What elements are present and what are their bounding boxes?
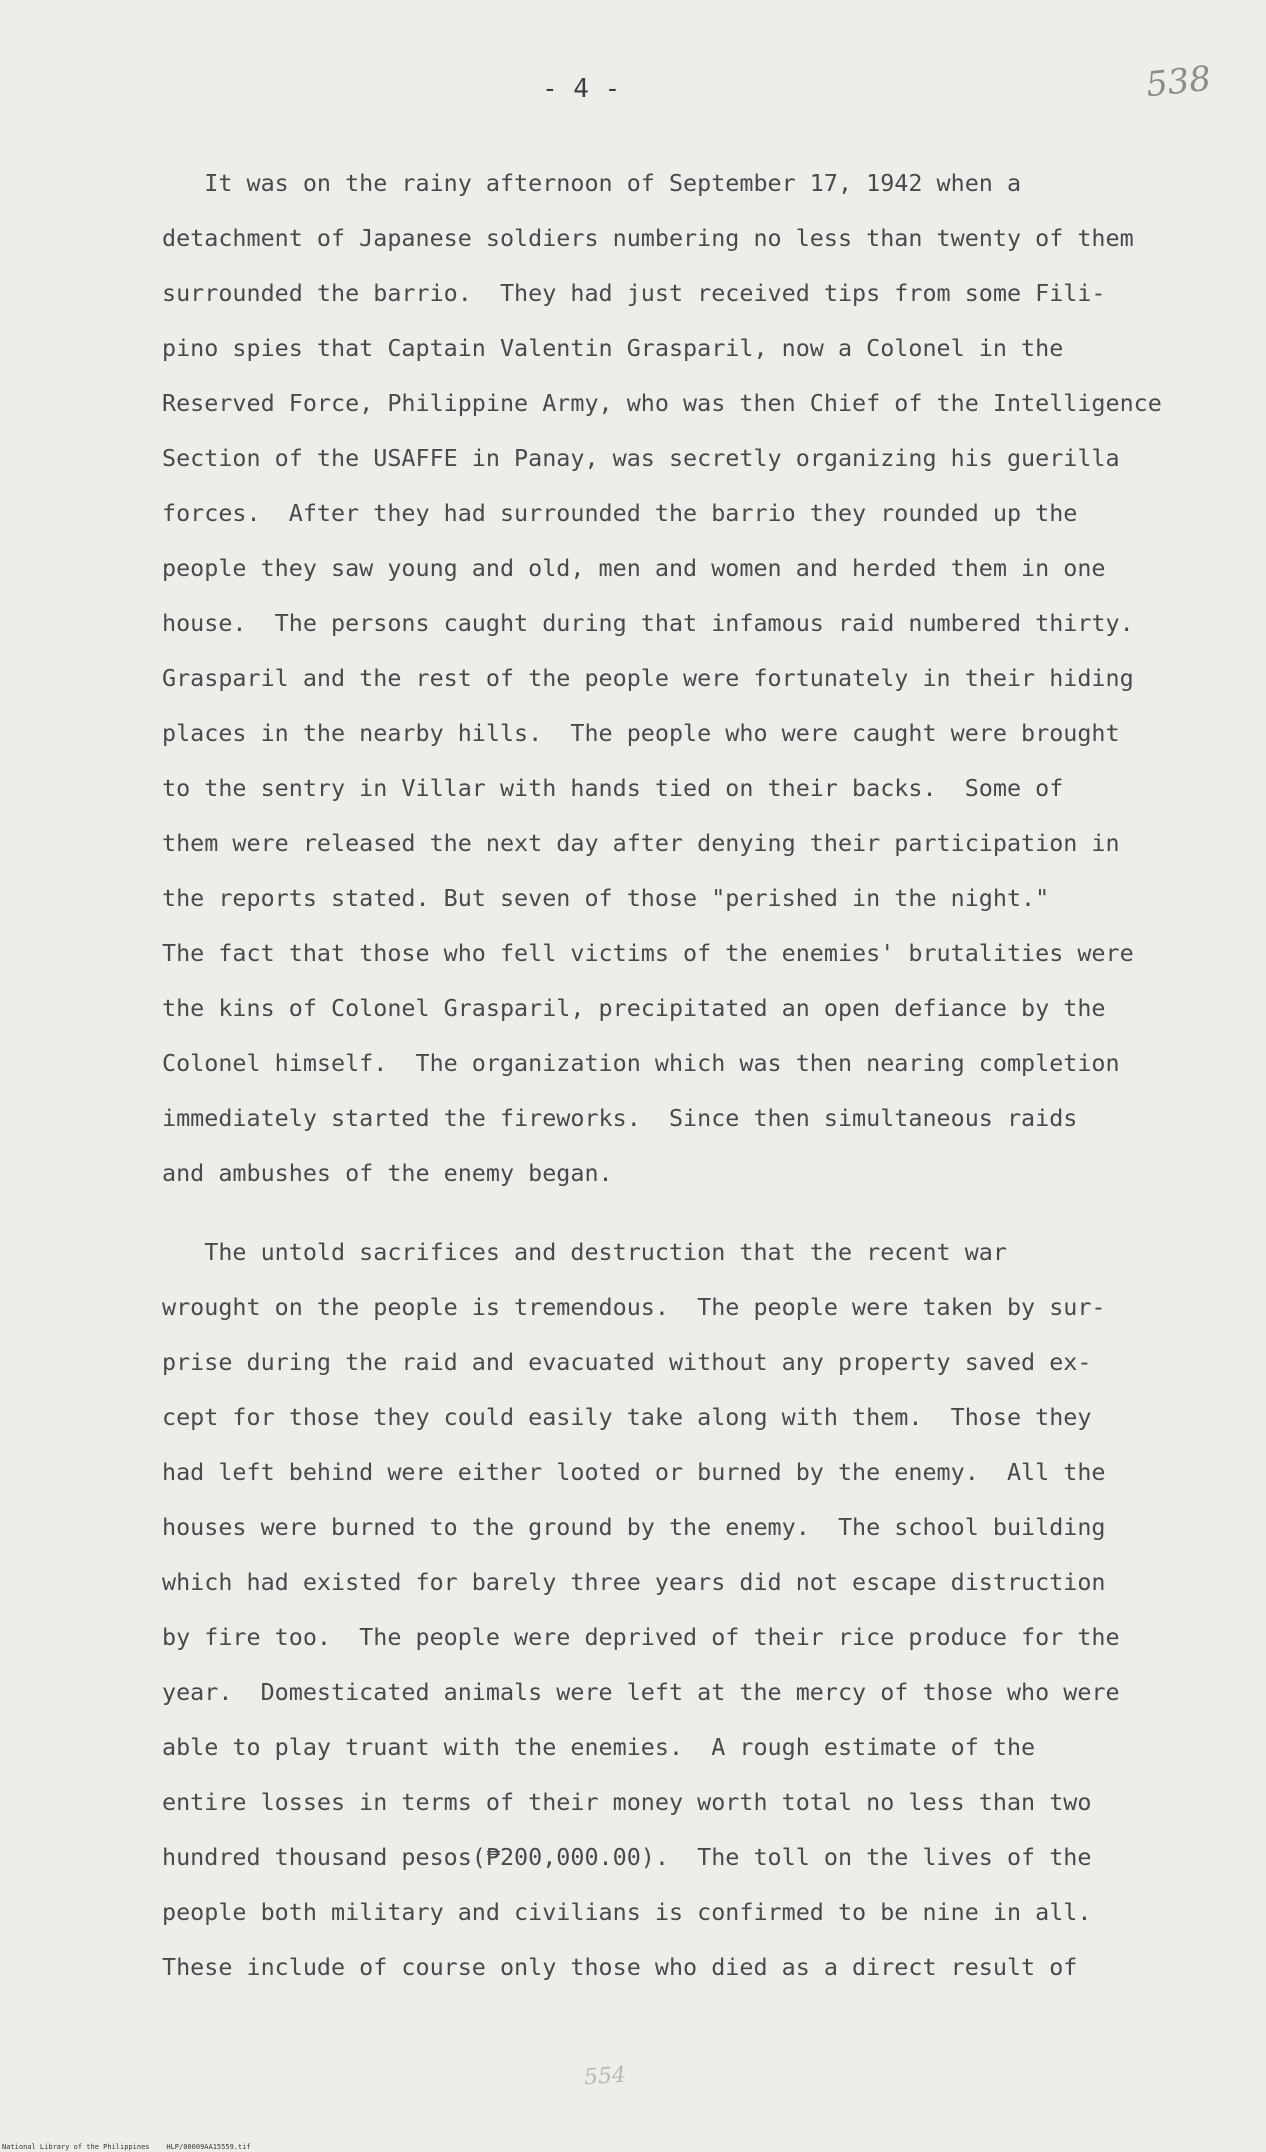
body-text xyxy=(162,156,1162,1995)
text-line: detachment of Japanese soldiers numbering no less than twenty of them xyxy=(162,224,1134,252)
text-line: Colonel himself. The organization which was then nearing completion xyxy=(162,1049,1120,1077)
text-line: people they saw young and old, men and women and herded them in one xyxy=(162,554,1106,582)
text-line: people both military and civilians is confirmed to be nine in all. xyxy=(162,1898,1092,1926)
text-line: surrounded the barrio. They had just received tips from some Fili- xyxy=(162,279,1106,307)
page-number: - 4 - xyxy=(542,74,621,104)
text-line: the reports stated. But seven of those "perished in the night." xyxy=(162,884,1050,912)
text-line: prise during the raid and evacuated without any property saved ex- xyxy=(162,1348,1092,1376)
text-line: by fire too. The people were deprived of their rice produce for the xyxy=(162,1623,1120,1651)
paragraph xyxy=(162,1225,1162,1995)
text-line: houses were burned to the ground by the enemy. The school building xyxy=(162,1513,1106,1541)
text-line: pino spies that Captain Valentin Grasparil, now a Colonel in the xyxy=(162,334,1064,362)
text-line: hundred thousand pesos(₱200,000.00). The toll on the lives of the xyxy=(162,1843,1092,1871)
text-line: Reserved Force, Philippine Army, who was then Chief of the Intelligence xyxy=(162,389,1162,417)
text-line: entire losses in terms of their money worth total no less than two xyxy=(162,1788,1092,1816)
text-line: which had existed for barely three years did not escape distruction xyxy=(162,1568,1106,1596)
text-line: them were released the next day after denying their participation in xyxy=(162,829,1120,857)
text-line: The fact that those who fell victims of the enemies' brutalities were xyxy=(162,939,1134,967)
text-line: Grasparil and the rest of the people were fortunately in their hiding xyxy=(162,664,1134,692)
text-line: wrought on the people is tremendous. The people were taken by sur- xyxy=(162,1293,1106,1321)
text-line: The untold sacrifices and destruction that the recent war xyxy=(162,1238,1007,1266)
text-line: year. Domesticated animals were left at the mercy of those who were xyxy=(162,1678,1120,1706)
handwritten-page-number-bottom: 554 xyxy=(583,2062,627,2091)
text-line: the kins of Colonel Grasparil, precipitated an open defiance by the xyxy=(162,994,1106,1022)
text-line: forces. After they had surrounded the barrio they rounded up the xyxy=(162,499,1078,527)
text-line: house. The persons caught during that infamous raid numbered thirty. xyxy=(162,609,1134,637)
handwritten-page-number-top: 538 xyxy=(1144,58,1213,106)
paragraph xyxy=(162,156,1162,1201)
text-line: Section of the USAFFE in Panay, was secretly organizing his guerilla xyxy=(162,444,1120,472)
text-line: able to play truant with the enemies. A rough estimate of the xyxy=(162,1733,1036,1761)
text-line: These include of course only those who died as a direct result of xyxy=(162,1953,1078,1981)
archive-footer: National Library of the Philippines HLP/00009AA15559.tif xyxy=(2,2143,251,2151)
text-line: cept for those they could easily take along with them. Those they xyxy=(162,1403,1092,1431)
text-line: immediately started the fireworks. Since then simultaneous raids xyxy=(162,1104,1078,1132)
text-line: and ambushes of the enemy began. xyxy=(162,1159,613,1187)
text-line: had left behind were either looted or burned by the enemy. All the xyxy=(162,1458,1106,1486)
paragraph-gap xyxy=(162,1201,1162,1225)
text-line: places in the nearby hills. The people who were caught were brought xyxy=(162,719,1120,747)
text-line: to the sentry in Villar with hands tied on their backs. Some of xyxy=(162,774,1064,802)
text-line: It was on the rainy afternoon of September 17, 1942 when a xyxy=(162,169,1022,197)
